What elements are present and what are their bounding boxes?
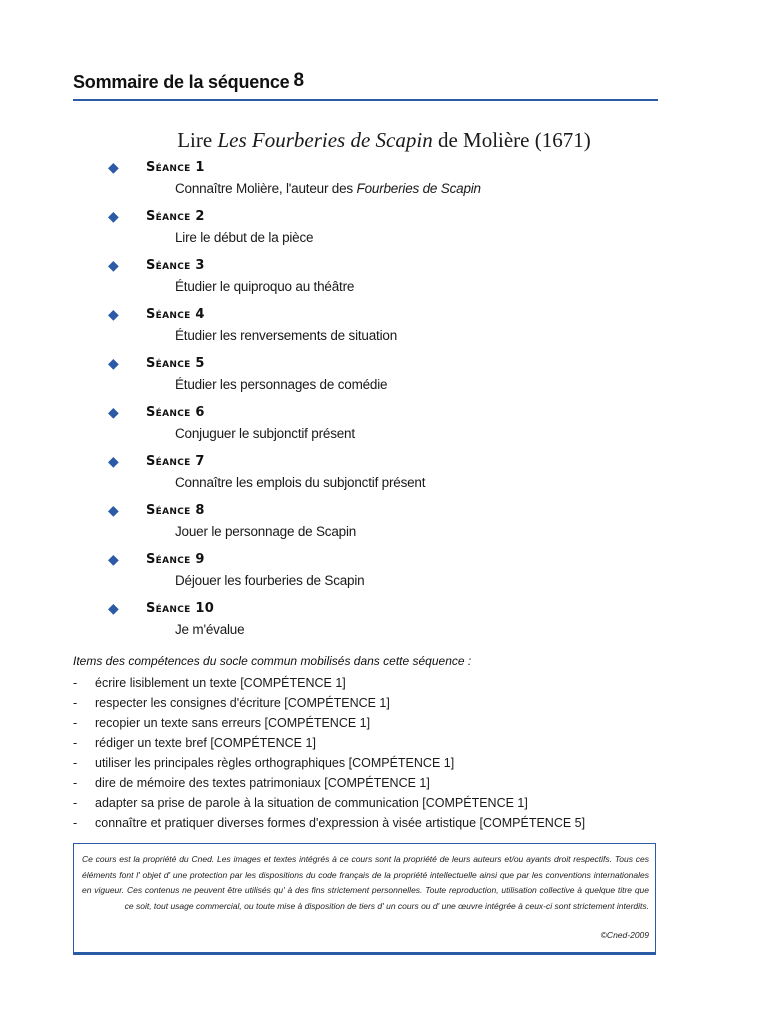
seance-item (0, 160, 768, 208)
diamond-icon: ◆ (108, 356, 119, 372)
seance-label: Séance 7 (146, 454, 205, 469)
seance-label: Séance 1 (146, 160, 205, 175)
page-header (73, 72, 658, 94)
list-item: - connaître et pratiquer diverses formes d'expression à visée artistique [COMPÉTENCE 5] (73, 816, 586, 830)
seance-item (0, 209, 768, 257)
seance-desc: Conjuguer le subjonctif présent (175, 426, 355, 441)
title-suffix: de Molière (1671) (432, 128, 591, 152)
diamond-icon: ◆ (108, 258, 119, 274)
seance-item (0, 552, 768, 600)
seance-item (0, 356, 768, 404)
seance-item (0, 307, 768, 355)
seance-desc: Déjouer les fourberies de Scapin (175, 573, 365, 588)
list-item: - utiliser les principales règles orthographiques [COMPÉTENCE 1] (73, 756, 455, 770)
diamond-icon: ◆ (108, 405, 119, 421)
sequence-number: 8 (293, 70, 304, 91)
seance-label: Séance 8 (146, 503, 205, 518)
seance-desc: Lire le début de la pièce (175, 230, 314, 245)
list-item: - recopier un texte sans erreurs [COMPÉTENCE 1] (73, 716, 371, 730)
title-work: Les Fourberies de Scapin (217, 128, 433, 152)
list-item: - écrire lisiblement un texte [COMPÉTENCE 1] (73, 676, 346, 690)
seance-desc: Étudier les personnages de comédie (175, 377, 388, 392)
seance-label: Séance 2 (146, 209, 205, 224)
list-item: - adapter sa prise de parole à la situation de communication [COMPÉTENCE 1] (73, 796, 528, 810)
seance-desc: Connaître Molière, l'auteur des Fourberies de Scapin (175, 181, 481, 196)
header-rule (73, 99, 658, 101)
seance-item (0, 601, 768, 649)
diamond-icon: ◆ (108, 307, 119, 323)
sequence-title (0, 128, 768, 153)
diamond-icon: ◆ (108, 160, 119, 176)
diamond-icon: ◆ (108, 601, 119, 617)
competences-heading: Items des compétences du socle commun mobilisés dans cette séquence : (73, 654, 472, 668)
list-item: - respecter les consignes d'écriture [COMPÉTENCE 1] (73, 696, 390, 710)
copyright-notice (73, 843, 656, 955)
diamond-icon: ◆ (108, 454, 119, 470)
seance-item (0, 405, 768, 453)
seance-label: Séance 4 (146, 307, 205, 322)
seance-item (0, 258, 768, 306)
list-item: - rédiger un texte bref [COMPÉTENCE 1] (73, 736, 316, 750)
seance-label: Séance 5 (146, 356, 205, 371)
list-item: - dire de mémoire des textes patrimoniaux [COMPÉTENCE 1] (73, 776, 430, 790)
copyright-mark: ©Cned-2009 (600, 930, 649, 940)
seance-item (0, 503, 768, 551)
seance-label: Séance 3 (146, 258, 205, 273)
competences-list (73, 676, 673, 836)
seance-label: Séance 9 (146, 552, 205, 567)
seance-label: Séance 10 (146, 601, 215, 616)
title-prefix: Lire (177, 128, 218, 152)
seance-item (0, 454, 768, 502)
diamond-icon: ◆ (108, 503, 119, 519)
notice-text: Ce cours est la propriété du Cned. Les images et textes intégrés à ce cours sont la propriété de leurs auteurs et/ou ayants droit respectifs. Tous ces éléments font l' objet d' une protection par les dispositions du code français de la propriété intellectuelle ainsi que par les conventions internationales en vigueur. Ces contenus ne peuvent être utilisés qu' à des fins strictement personnelles. Toute reproduction, utilisation collective à quelque titre que ce soit, tout usage commercial, ou toute mise à disposition de tiers d' un cours ou d' une œuvre intégrée à ceux-ci sont strictement interdits. (82, 854, 649, 911)
seance-desc: Jouer le personnage de Scapin (175, 524, 357, 539)
diamond-icon: ◆ (108, 552, 119, 568)
seance-desc: Étudier le quiproquo au théâtre (175, 279, 355, 294)
seance-desc: Étudier les renversements de situation (175, 328, 398, 343)
seance-desc: Je m'évalue (175, 622, 245, 637)
page-title: Sommaire de la séquence (73, 72, 290, 92)
seance-label: Séance 6 (146, 405, 205, 420)
seance-desc: Connaître les emplois du subjonctif présent (175, 475, 426, 490)
diamond-icon: ◆ (108, 209, 119, 225)
